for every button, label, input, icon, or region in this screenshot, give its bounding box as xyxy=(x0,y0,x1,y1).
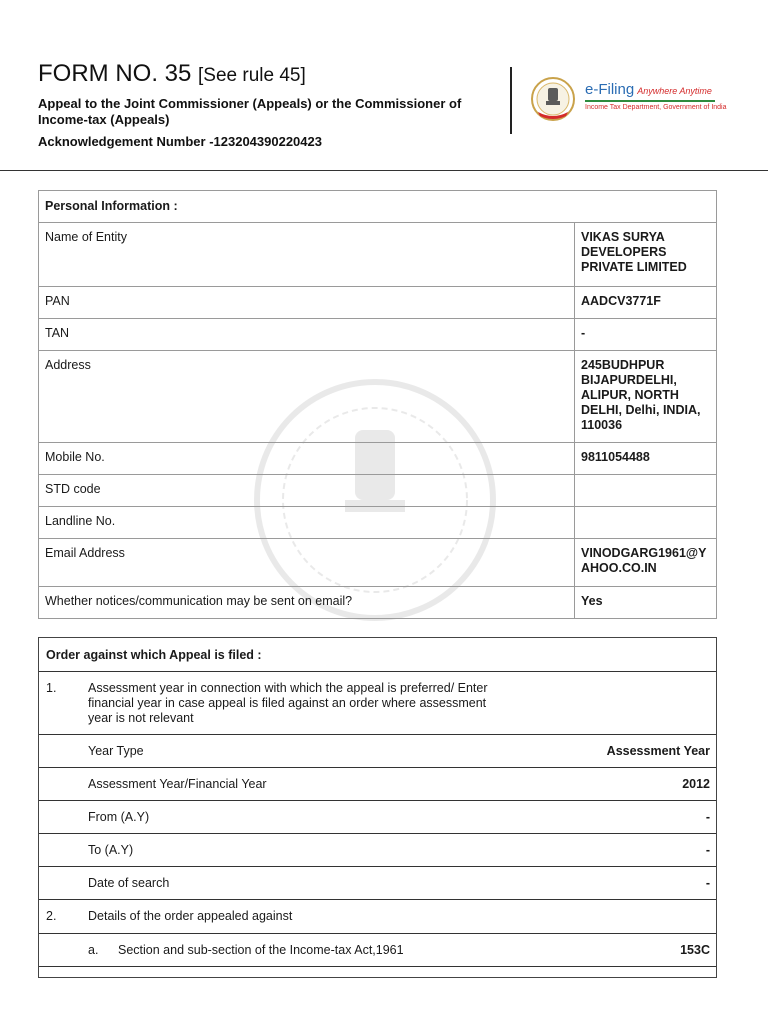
date-of-search-value: - xyxy=(705,876,710,890)
table-row xyxy=(39,834,716,867)
india-emblem-icon xyxy=(530,76,576,122)
section-label: Section and sub-section of the Income-tax Act,1961 xyxy=(118,943,404,957)
field-label: Whether notices/communication may be sent on email? xyxy=(39,587,575,619)
item-number: 2. xyxy=(46,909,57,923)
field-label: Email Address xyxy=(39,539,575,587)
form-number: FORM NO. 35 xyxy=(38,60,192,87)
field-label: PAN xyxy=(39,287,575,319)
form-subtitle: Appeal to the Joint Commissioner (Appeals) or the Commissioner of Income-tax (Appeals) xyxy=(38,96,462,127)
table-row xyxy=(39,900,716,934)
date-of-search-label: Date of search xyxy=(88,876,170,890)
field-label: STD code xyxy=(39,475,575,507)
item-text: Assessment year in connection with which the appeal is preferred/ Enter financial year in case appeal is filed against an order where assessment year is not relevant xyxy=(88,681,488,725)
table-row xyxy=(39,867,716,900)
item-number: 1. xyxy=(46,681,57,695)
email-consent-value: Yes xyxy=(575,587,717,619)
item-text: Details of the order appealed against xyxy=(88,909,293,923)
to-ay-value: - xyxy=(705,843,710,857)
efiling-tagline: Anywhere Anytime xyxy=(637,86,712,96)
address-value: 245BUDHPUR BIJAPURDELHI, ALIPUR, NORTH DELHI, Delhi, INDIA, 110036 xyxy=(575,351,717,443)
efiling-department: Income Tax Department, Government of India xyxy=(585,104,727,111)
efiling-wordmark xyxy=(585,81,712,99)
order-heading-row xyxy=(39,638,716,672)
email-value: VINODGARG1961@YAHOO.CO.IN xyxy=(575,539,717,587)
section-value: 153C xyxy=(680,943,710,957)
personal-info-heading: Personal Information : xyxy=(39,191,717,223)
to-ay-label: To (A.Y) xyxy=(88,843,134,857)
sub-item-letter: a. xyxy=(88,943,99,957)
acknowledgement-number: Acknowledgement Number -123204390220423 xyxy=(38,134,322,149)
from-ay-value: - xyxy=(705,810,710,824)
tan-value: - xyxy=(575,319,717,351)
landline-value xyxy=(575,507,717,539)
std-code-value xyxy=(575,475,717,507)
form-rule: [See rule 45] xyxy=(198,65,306,86)
table-row xyxy=(39,507,717,539)
table-row xyxy=(39,735,716,768)
logo-underline xyxy=(585,100,715,102)
header-separator xyxy=(0,170,768,171)
table-row xyxy=(39,672,716,735)
field-label: Landline No. xyxy=(39,507,575,539)
table-row xyxy=(39,319,717,351)
order-appealed-section xyxy=(38,637,717,978)
efiling-logo xyxy=(530,76,730,126)
from-ay-label: From (A.Y) xyxy=(88,810,150,824)
field-label: TAN xyxy=(39,319,575,351)
table-row xyxy=(39,934,716,967)
table-row xyxy=(39,287,717,319)
year-type-label: Year Type xyxy=(88,744,144,758)
field-label: Mobile No. xyxy=(39,443,575,475)
entity-name-value: VIKAS SURYA DEVELOPERS PRIVATE LIMITED xyxy=(575,223,717,287)
personal-information-table xyxy=(38,190,717,619)
table-row xyxy=(39,475,717,507)
table-row xyxy=(39,223,717,287)
form-header xyxy=(0,0,768,171)
table-row xyxy=(39,801,716,834)
personal-info-header-row xyxy=(39,191,717,223)
table-row xyxy=(39,539,717,587)
field-label: Address xyxy=(39,351,575,443)
order-heading: Order against which Appeal is filed : xyxy=(46,648,262,662)
mobile-value: 9811054488 xyxy=(575,443,717,475)
form-title xyxy=(38,60,306,88)
table-row xyxy=(39,443,717,475)
year-type-value: Assessment Year xyxy=(606,744,710,758)
table-row xyxy=(39,768,716,801)
assessment-year-value: 2012 xyxy=(682,777,710,791)
efiling-brand: e-Filing xyxy=(585,81,635,98)
table-row xyxy=(39,351,717,443)
pan-value: AADCV3771F xyxy=(575,287,717,319)
table-row xyxy=(39,587,717,619)
field-label: Name of Entity xyxy=(39,223,575,287)
header-divider xyxy=(510,67,512,134)
assessment-year-label: Assessment Year/Financial Year xyxy=(88,777,267,791)
